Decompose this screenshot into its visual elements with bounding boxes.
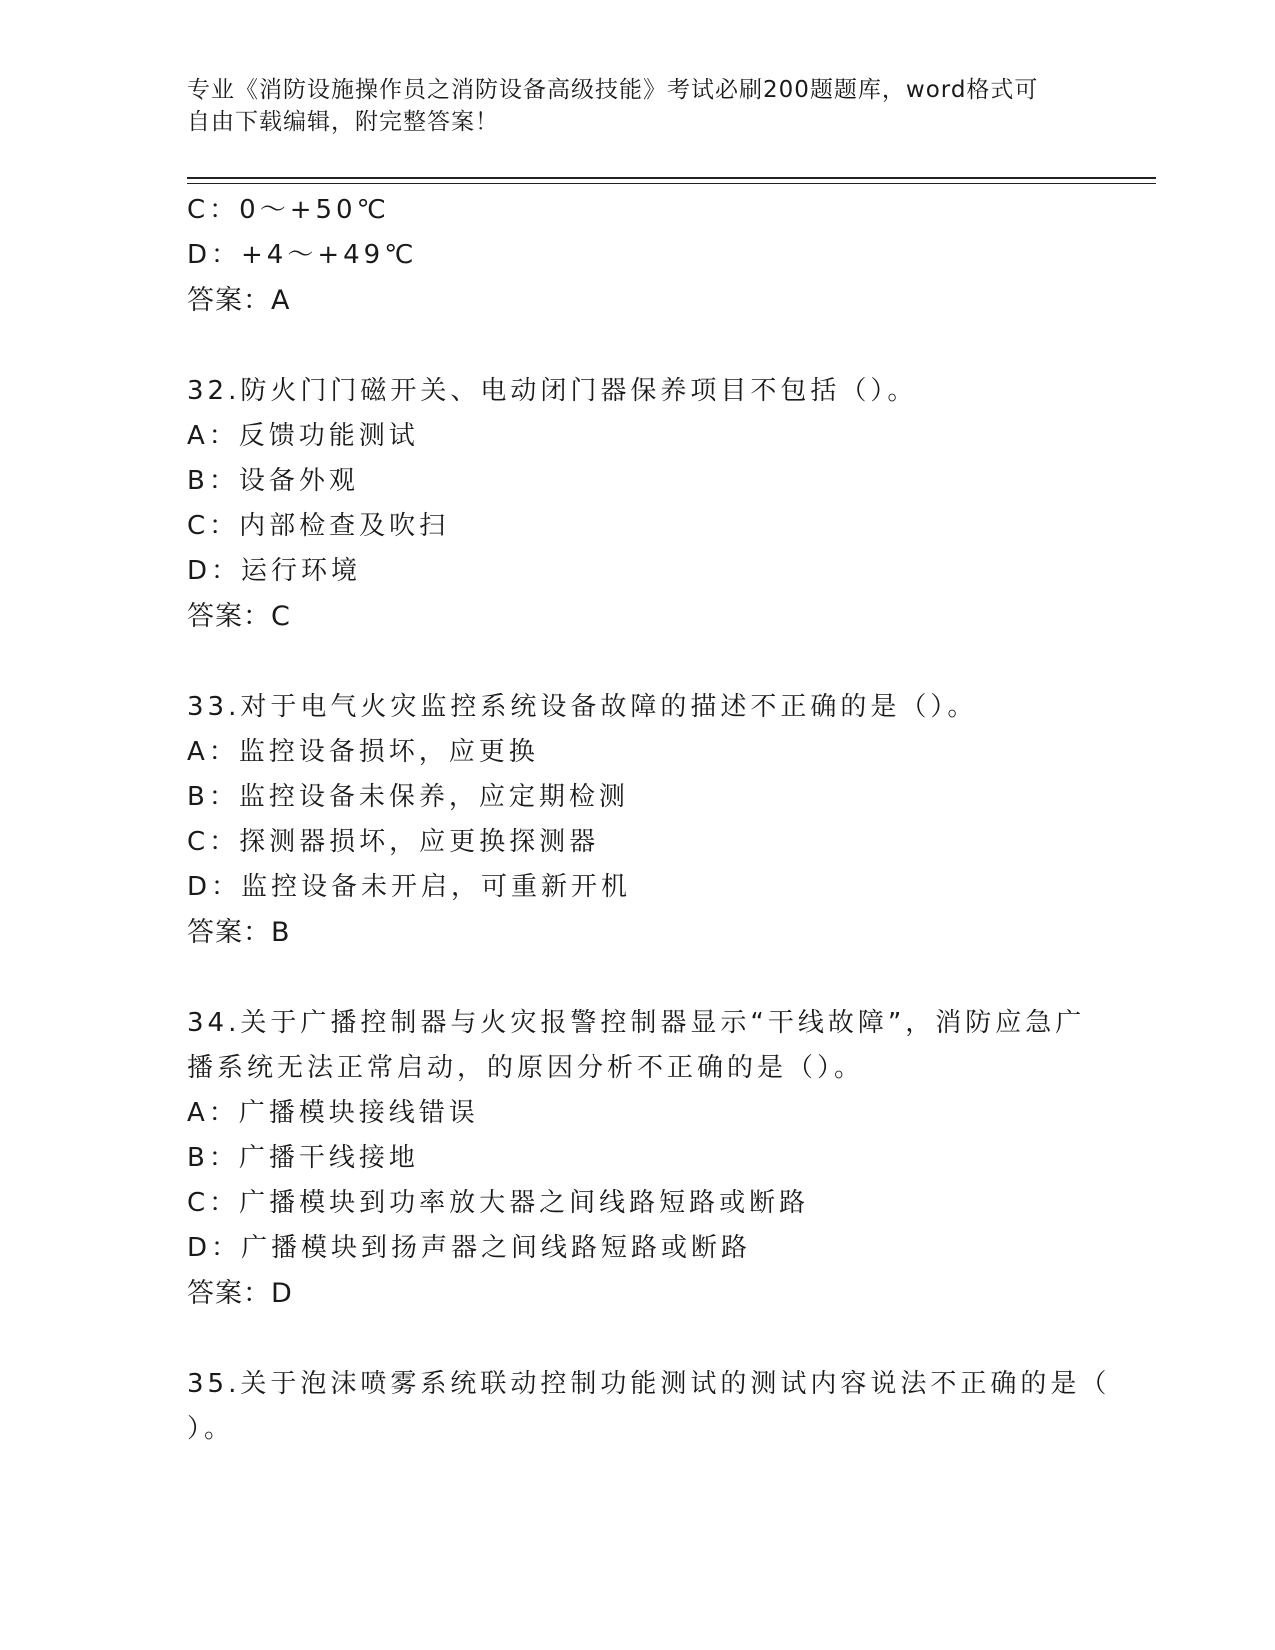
question-33-option-a: A：监控设备损坏，应更换 — [187, 737, 539, 767]
header-line-2: 自由下载编辑，附完整答案！ — [187, 109, 499, 135]
question-33-answer: 答案：B — [187, 917, 291, 948]
header-line-1: 专业《消防设施操作员之消防设备高级技能》考试必刷200题题库，word格式可 — [187, 77, 1039, 103]
document-header — [187, 74, 1067, 138]
question-32-option-a: A：反馈功能测试 — [187, 421, 419, 451]
question-34-option-a: A：广播模块接线错误 — [187, 1098, 479, 1128]
question-34-answer: 答案：D — [187, 1278, 293, 1309]
question-33-option-b: B：监控设备未保养，应定期检测 — [187, 782, 629, 812]
question-32-option-c: C：内部检查及吹扫 — [187, 511, 450, 541]
header-rule-thick — [187, 177, 1156, 179]
question-34-option-d: D：广播模块到扬声器之间线路短路或断路 — [187, 1233, 752, 1263]
question-35-stem-line-1: 35.关于泡沫喷雾系统联动控制功能测试的测试内容说法不正确的是（ — [187, 1369, 1111, 1399]
header-rule-thin — [187, 183, 1156, 184]
question-33-option-d: D：监控设备未开启，可重新开机 — [187, 872, 632, 902]
question-34-option-b: B：广播干线接地 — [187, 1143, 419, 1173]
question-32-answer: 答案：C — [187, 601, 291, 632]
question-33-option-c: C：探测器损坏，应更换探测器 — [187, 827, 600, 857]
prev-option-d: D：+4～+49℃ — [187, 240, 418, 270]
question-34-stem-line-1: 34.关于广播控制器与火灾报警控制器显示“干线故障”，消防应急广 — [187, 1008, 1086, 1038]
question-32-option-b: B：设备外观 — [187, 466, 359, 496]
question-34-stem-line-2: 播系统无法正常启动，的原因分析不正确的是（）。 — [187, 1053, 865, 1083]
prev-answer: 答案：A — [187, 285, 291, 316]
question-32-option-d: D：运行环境 — [187, 556, 362, 586]
question-35-stem-line-2: ）。 — [187, 1414, 235, 1444]
prev-option-c: C：0～+50℃ — [187, 195, 390, 225]
question-34-option-c: C：广播模块到功率放大器之间线路短路或断路 — [187, 1188, 810, 1218]
question-32-stem: 32.防火门门磁开关、电动闭门器保养项目不包括（）。 — [187, 376, 918, 406]
question-33-stem: 33.对于电气火灾监控系统设备故障的描述不正确的是（）。 — [187, 692, 978, 722]
